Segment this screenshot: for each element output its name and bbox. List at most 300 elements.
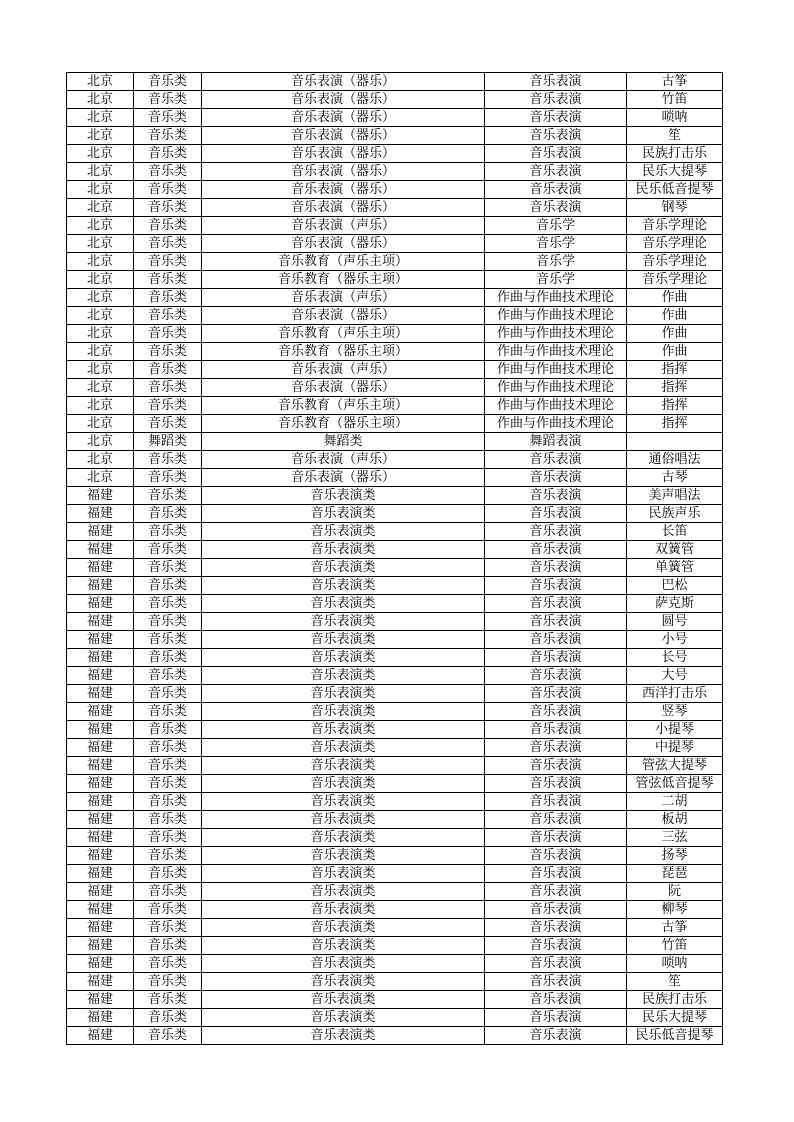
province-cell: 北京 — [67, 307, 134, 325]
table-row — [67, 613, 723, 631]
major-cell: 音乐表演 — [485, 145, 627, 163]
province-cell: 福建 — [67, 829, 134, 847]
exam-type-cell: 音乐教育（声乐主项） — [202, 325, 485, 343]
major-cell: 作曲与作曲技术理论 — [485, 307, 627, 325]
exam-type-cell: 音乐表演类 — [202, 883, 485, 901]
exam-type-cell: 音乐表演（器乐） — [202, 163, 485, 181]
category-cell: 音乐类 — [134, 991, 202, 1009]
province-cell: 福建 — [67, 919, 134, 937]
category-cell: 音乐类 — [134, 253, 202, 271]
table-row — [67, 469, 723, 487]
exam-type-cell: 音乐表演（器乐） — [202, 235, 485, 253]
category-cell: 音乐类 — [134, 1027, 202, 1045]
direction-cell: 大号 — [627, 667, 723, 685]
table-row — [67, 973, 723, 991]
table-row — [67, 577, 723, 595]
exam-type-cell: 音乐教育（器乐主项） — [202, 271, 485, 289]
category-cell: 音乐类 — [134, 469, 202, 487]
category-cell: 音乐类 — [134, 415, 202, 433]
table-row — [67, 199, 723, 217]
major-cell: 音乐表演 — [485, 91, 627, 109]
major-cell: 音乐表演 — [485, 739, 627, 757]
category-cell: 音乐类 — [134, 775, 202, 793]
exam-type-cell: 音乐教育（器乐主项） — [202, 343, 485, 361]
major-cell: 作曲与作曲技术理论 — [485, 379, 627, 397]
category-cell: 音乐类 — [134, 217, 202, 235]
category-cell: 音乐类 — [134, 757, 202, 775]
exam-type-cell: 音乐表演类 — [202, 685, 485, 703]
direction-cell — [627, 433, 723, 451]
direction-cell: 阮 — [627, 883, 723, 901]
table-row — [67, 181, 723, 199]
province-cell: 福建 — [67, 1027, 134, 1045]
major-cell: 音乐表演 — [485, 631, 627, 649]
table-row — [67, 649, 723, 667]
major-cell: 作曲与作曲技术理论 — [485, 343, 627, 361]
province-cell: 福建 — [67, 937, 134, 955]
category-cell: 音乐类 — [134, 631, 202, 649]
province-cell: 福建 — [67, 577, 134, 595]
exam-type-cell: 音乐表演类 — [202, 865, 485, 883]
exam-type-cell: 音乐表演（器乐） — [202, 127, 485, 145]
major-cell: 音乐表演 — [485, 163, 627, 181]
category-cell: 音乐类 — [134, 379, 202, 397]
table-row — [67, 955, 723, 973]
direction-cell: 通俗唱法 — [627, 451, 723, 469]
direction-cell: 圆号 — [627, 613, 723, 631]
major-cell: 音乐表演 — [485, 703, 627, 721]
table-row — [67, 307, 723, 325]
direction-cell: 指挥 — [627, 379, 723, 397]
province-cell: 北京 — [67, 379, 134, 397]
exam-type-cell: 音乐教育（器乐主项） — [202, 415, 485, 433]
major-cell: 音乐表演 — [485, 721, 627, 739]
category-cell: 音乐类 — [134, 703, 202, 721]
table-row — [67, 919, 723, 937]
major-cell: 音乐表演 — [485, 469, 627, 487]
exam-type-cell: 音乐表演类 — [202, 973, 485, 991]
category-cell: 音乐类 — [134, 937, 202, 955]
exam-type-cell: 音乐教育（声乐主项） — [202, 397, 485, 415]
table-row — [67, 163, 723, 181]
category-cell: 音乐类 — [134, 181, 202, 199]
province-cell: 北京 — [67, 397, 134, 415]
major-cell: 音乐表演 — [485, 775, 627, 793]
table-row — [67, 865, 723, 883]
exam-type-cell: 音乐表演类 — [202, 847, 485, 865]
major-cell: 舞蹈表演 — [485, 433, 627, 451]
province-cell: 北京 — [67, 109, 134, 127]
major-cell: 音乐表演 — [485, 487, 627, 505]
direction-cell: 民族打击乐 — [627, 145, 723, 163]
exam-type-cell: 音乐表演类 — [202, 919, 485, 937]
exam-type-cell: 音乐表演类 — [202, 631, 485, 649]
direction-cell: 民乐低音提琴 — [627, 181, 723, 199]
major-cell: 音乐学 — [485, 271, 627, 289]
major-cell: 作曲与作曲技术理论 — [485, 361, 627, 379]
province-cell: 福建 — [67, 883, 134, 901]
major-cell: 作曲与作曲技术理论 — [485, 325, 627, 343]
direction-cell: 竖琴 — [627, 703, 723, 721]
category-cell: 音乐类 — [134, 901, 202, 919]
category-cell: 音乐类 — [134, 865, 202, 883]
table-row — [67, 127, 723, 145]
category-cell: 音乐类 — [134, 559, 202, 577]
major-cell: 音乐表演 — [485, 685, 627, 703]
table-row — [67, 415, 723, 433]
direction-cell: 笙 — [627, 973, 723, 991]
category-cell: 音乐类 — [134, 487, 202, 505]
exam-type-cell: 音乐表演（器乐） — [202, 109, 485, 127]
category-cell: 音乐类 — [134, 541, 202, 559]
category-cell: 音乐类 — [134, 955, 202, 973]
table-row — [67, 343, 723, 361]
province-cell: 福建 — [67, 559, 134, 577]
province-cell: 北京 — [67, 163, 134, 181]
exam-type-cell: 音乐表演（声乐） — [202, 217, 485, 235]
table-row — [67, 289, 723, 307]
direction-cell: 指挥 — [627, 361, 723, 379]
major-cell: 音乐学 — [485, 235, 627, 253]
exam-type-cell: 音乐表演（器乐） — [202, 307, 485, 325]
exam-type-cell: 音乐表演（器乐） — [202, 181, 485, 199]
table-row — [67, 1027, 723, 1045]
direction-cell: 双簧管 — [627, 541, 723, 559]
table-row — [67, 451, 723, 469]
category-cell: 音乐类 — [134, 109, 202, 127]
province-cell: 北京 — [67, 325, 134, 343]
category-cell: 音乐类 — [134, 739, 202, 757]
province-cell: 北京 — [67, 235, 134, 253]
category-cell: 音乐类 — [134, 1009, 202, 1027]
exam-type-cell: 音乐表演类 — [202, 901, 485, 919]
province-cell: 北京 — [67, 91, 134, 109]
table-row — [67, 811, 723, 829]
province-cell: 福建 — [67, 847, 134, 865]
direction-cell: 小提琴 — [627, 721, 723, 739]
exam-type-cell: 音乐表演（器乐） — [202, 145, 485, 163]
exam-type-cell: 音乐表演（声乐） — [202, 289, 485, 307]
table-row — [67, 1009, 723, 1027]
category-cell: 音乐类 — [134, 271, 202, 289]
data-table — [66, 72, 723, 1045]
exam-type-cell: 音乐表演类 — [202, 739, 485, 757]
direction-cell: 民族打击乐 — [627, 991, 723, 1009]
exam-type-cell: 音乐表演（器乐） — [202, 469, 485, 487]
exam-type-cell: 音乐表演（器乐） — [202, 199, 485, 217]
major-cell: 音乐学 — [485, 253, 627, 271]
category-cell: 音乐类 — [134, 973, 202, 991]
direction-cell: 民乐大提琴 — [627, 163, 723, 181]
table-row — [67, 109, 723, 127]
exam-type-cell: 音乐表演（声乐） — [202, 451, 485, 469]
exam-type-cell: 音乐表演类 — [202, 811, 485, 829]
category-cell: 音乐类 — [134, 307, 202, 325]
category-cell: 音乐类 — [134, 343, 202, 361]
direction-cell: 柳琴 — [627, 901, 723, 919]
province-cell: 福建 — [67, 811, 134, 829]
province-cell: 福建 — [67, 487, 134, 505]
table-row — [67, 721, 723, 739]
province-cell: 福建 — [67, 955, 134, 973]
exam-type-cell: 音乐表演类 — [202, 559, 485, 577]
major-cell: 音乐表演 — [485, 937, 627, 955]
table-row — [67, 487, 723, 505]
table-row — [67, 91, 723, 109]
table-row — [67, 559, 723, 577]
table-row — [67, 361, 723, 379]
category-cell: 音乐类 — [134, 361, 202, 379]
category-cell: 音乐类 — [134, 685, 202, 703]
province-cell: 福建 — [67, 667, 134, 685]
major-cell: 音乐表演 — [485, 523, 627, 541]
exam-type-cell: 音乐表演类 — [202, 667, 485, 685]
category-cell: 音乐类 — [134, 91, 202, 109]
major-cell: 音乐表演 — [485, 451, 627, 469]
direction-cell: 音乐学理论 — [627, 217, 723, 235]
table-row — [67, 739, 723, 757]
province-cell: 北京 — [67, 469, 134, 487]
category-cell: 音乐类 — [134, 613, 202, 631]
category-cell: 音乐类 — [134, 127, 202, 145]
table-row — [67, 145, 723, 163]
exam-type-cell: 音乐表演类 — [202, 829, 485, 847]
direction-cell: 长号 — [627, 649, 723, 667]
direction-cell: 古筝 — [627, 73, 723, 91]
table-row — [67, 397, 723, 415]
category-cell: 音乐类 — [134, 793, 202, 811]
province-cell: 福建 — [67, 793, 134, 811]
major-cell: 音乐表演 — [485, 595, 627, 613]
table-row — [67, 901, 723, 919]
major-cell: 音乐表演 — [485, 181, 627, 199]
major-cell: 音乐表演 — [485, 505, 627, 523]
direction-cell: 中提琴 — [627, 739, 723, 757]
direction-cell: 作曲 — [627, 325, 723, 343]
major-cell: 音乐表演 — [485, 919, 627, 937]
exam-type-cell: 音乐表演类 — [202, 649, 485, 667]
exam-type-cell: 音乐表演类 — [202, 955, 485, 973]
table-row — [67, 505, 723, 523]
province-cell: 北京 — [67, 271, 134, 289]
exam-type-cell: 音乐表演类 — [202, 505, 485, 523]
direction-cell: 萨克斯 — [627, 595, 723, 613]
table-row — [67, 325, 723, 343]
category-cell: 音乐类 — [134, 289, 202, 307]
province-cell: 北京 — [67, 199, 134, 217]
major-cell: 音乐表演 — [485, 865, 627, 883]
direction-cell: 长笛 — [627, 523, 723, 541]
major-cell: 音乐表演 — [485, 811, 627, 829]
province-cell: 北京 — [67, 145, 134, 163]
direction-cell: 竹笛 — [627, 91, 723, 109]
direction-cell: 管弦大提琴 — [627, 757, 723, 775]
province-cell: 北京 — [67, 433, 134, 451]
table-row — [67, 217, 723, 235]
direction-cell: 三弦 — [627, 829, 723, 847]
province-cell: 福建 — [67, 901, 134, 919]
major-cell: 音乐表演 — [485, 1027, 627, 1045]
table-row — [67, 757, 723, 775]
table-row — [67, 793, 723, 811]
category-cell: 音乐类 — [134, 163, 202, 181]
exam-type-cell: 音乐表演类 — [202, 937, 485, 955]
major-cell: 音乐表演 — [485, 73, 627, 91]
major-cell: 音乐表演 — [485, 667, 627, 685]
exam-type-cell: 音乐表演类 — [202, 991, 485, 1009]
major-cell: 作曲与作曲技术理论 — [485, 289, 627, 307]
province-cell: 福建 — [67, 613, 134, 631]
direction-cell: 作曲 — [627, 289, 723, 307]
direction-cell: 唢呐 — [627, 955, 723, 973]
province-cell: 北京 — [67, 253, 134, 271]
table-row — [67, 991, 723, 1009]
direction-cell: 小号 — [627, 631, 723, 649]
direction-cell: 古筝 — [627, 919, 723, 937]
direction-cell: 民乐低音提琴 — [627, 1027, 723, 1045]
table-row — [67, 775, 723, 793]
category-cell: 音乐类 — [134, 811, 202, 829]
major-cell: 音乐学 — [485, 217, 627, 235]
major-cell: 音乐表演 — [485, 1009, 627, 1027]
exam-type-cell: 音乐表演类 — [202, 721, 485, 739]
exam-type-cell: 音乐表演类 — [202, 487, 485, 505]
direction-cell: 单簧管 — [627, 559, 723, 577]
major-cell: 音乐表演 — [485, 127, 627, 145]
province-cell: 福建 — [67, 721, 134, 739]
major-cell: 音乐表演 — [485, 793, 627, 811]
major-cell: 音乐表演 — [485, 757, 627, 775]
category-cell: 音乐类 — [134, 199, 202, 217]
direction-cell: 唢呐 — [627, 109, 723, 127]
major-cell: 作曲与作曲技术理论 — [485, 415, 627, 433]
exam-type-cell: 音乐表演（器乐） — [202, 73, 485, 91]
province-cell: 北京 — [67, 343, 134, 361]
province-cell: 福建 — [67, 703, 134, 721]
category-cell: 音乐类 — [134, 649, 202, 667]
direction-cell: 钢琴 — [627, 199, 723, 217]
province-cell: 北京 — [67, 73, 134, 91]
table-row — [67, 235, 723, 253]
category-cell: 音乐类 — [134, 451, 202, 469]
category-cell: 音乐类 — [134, 847, 202, 865]
province-cell: 福建 — [67, 541, 134, 559]
province-cell: 福建 — [67, 649, 134, 667]
major-cell: 音乐表演 — [485, 559, 627, 577]
table-row — [67, 703, 723, 721]
province-cell: 北京 — [67, 181, 134, 199]
table-row — [67, 73, 723, 91]
exam-type-cell: 音乐表演类 — [202, 541, 485, 559]
table-row — [67, 523, 723, 541]
exam-type-cell: 音乐表演类 — [202, 595, 485, 613]
table-row — [67, 937, 723, 955]
province-cell: 福建 — [67, 739, 134, 757]
category-cell: 音乐类 — [134, 397, 202, 415]
major-cell: 音乐表演 — [485, 829, 627, 847]
table-row — [67, 685, 723, 703]
category-cell: 音乐类 — [134, 919, 202, 937]
category-cell: 音乐类 — [134, 577, 202, 595]
category-cell: 音乐类 — [134, 523, 202, 541]
table-row — [67, 667, 723, 685]
province-cell: 福建 — [67, 1009, 134, 1027]
category-cell: 音乐类 — [134, 145, 202, 163]
exam-type-cell: 音乐表演类 — [202, 577, 485, 595]
exam-type-cell: 音乐表演类 — [202, 1009, 485, 1027]
category-cell: 音乐类 — [134, 505, 202, 523]
direction-cell: 音乐学理论 — [627, 235, 723, 253]
table-row — [67, 847, 723, 865]
province-cell: 福建 — [67, 973, 134, 991]
category-cell: 音乐类 — [134, 883, 202, 901]
table-row — [67, 253, 723, 271]
province-cell: 福建 — [67, 631, 134, 649]
table-row — [67, 433, 723, 451]
major-cell: 音乐表演 — [485, 577, 627, 595]
direction-cell: 琵琶 — [627, 865, 723, 883]
exam-type-cell: 音乐表演（声乐） — [202, 361, 485, 379]
province-cell: 福建 — [67, 595, 134, 613]
direction-cell: 民族声乐 — [627, 505, 723, 523]
province-cell: 北京 — [67, 127, 134, 145]
major-cell: 音乐表演 — [485, 541, 627, 559]
category-cell: 音乐类 — [134, 235, 202, 253]
province-cell: 北京 — [67, 217, 134, 235]
table-row — [67, 541, 723, 559]
direction-cell: 板胡 — [627, 811, 723, 829]
major-cell: 音乐表演 — [485, 973, 627, 991]
major-cell: 音乐表演 — [485, 883, 627, 901]
direction-cell: 音乐学理论 — [627, 253, 723, 271]
table-row — [67, 271, 723, 289]
province-cell: 福建 — [67, 865, 134, 883]
province-cell: 北京 — [67, 289, 134, 307]
province-cell: 北京 — [67, 361, 134, 379]
exam-type-cell: 音乐表演类 — [202, 757, 485, 775]
exam-type-cell: 音乐表演类 — [202, 1027, 485, 1045]
exam-type-cell: 音乐表演类 — [202, 703, 485, 721]
category-cell: 音乐类 — [134, 595, 202, 613]
province-cell: 北京 — [67, 451, 134, 469]
major-cell: 音乐表演 — [485, 955, 627, 973]
direction-cell: 古琴 — [627, 469, 723, 487]
major-cell: 音乐表演 — [485, 901, 627, 919]
major-cell: 音乐表演 — [485, 109, 627, 127]
province-cell: 福建 — [67, 757, 134, 775]
category-cell: 音乐类 — [134, 325, 202, 343]
major-cell: 音乐表演 — [485, 649, 627, 667]
province-cell: 福建 — [67, 991, 134, 1009]
exam-type-cell: 音乐表演类 — [202, 613, 485, 631]
direction-cell: 指挥 — [627, 415, 723, 433]
exam-type-cell: 音乐表演（器乐） — [202, 379, 485, 397]
exam-type-cell: 舞蹈类 — [202, 433, 485, 451]
province-cell: 福建 — [67, 775, 134, 793]
major-cell: 作曲与作曲技术理论 — [485, 397, 627, 415]
major-cell: 音乐表演 — [485, 991, 627, 1009]
direction-cell: 指挥 — [627, 397, 723, 415]
major-cell: 音乐表演 — [485, 613, 627, 631]
direction-cell: 西洋打击乐 — [627, 685, 723, 703]
table-row — [67, 829, 723, 847]
category-cell: 舞蹈类 — [134, 433, 202, 451]
direction-cell: 竹笛 — [627, 937, 723, 955]
category-cell: 音乐类 — [134, 721, 202, 739]
province-cell: 北京 — [67, 415, 134, 433]
direction-cell: 美声唱法 — [627, 487, 723, 505]
direction-cell: 作曲 — [627, 307, 723, 325]
